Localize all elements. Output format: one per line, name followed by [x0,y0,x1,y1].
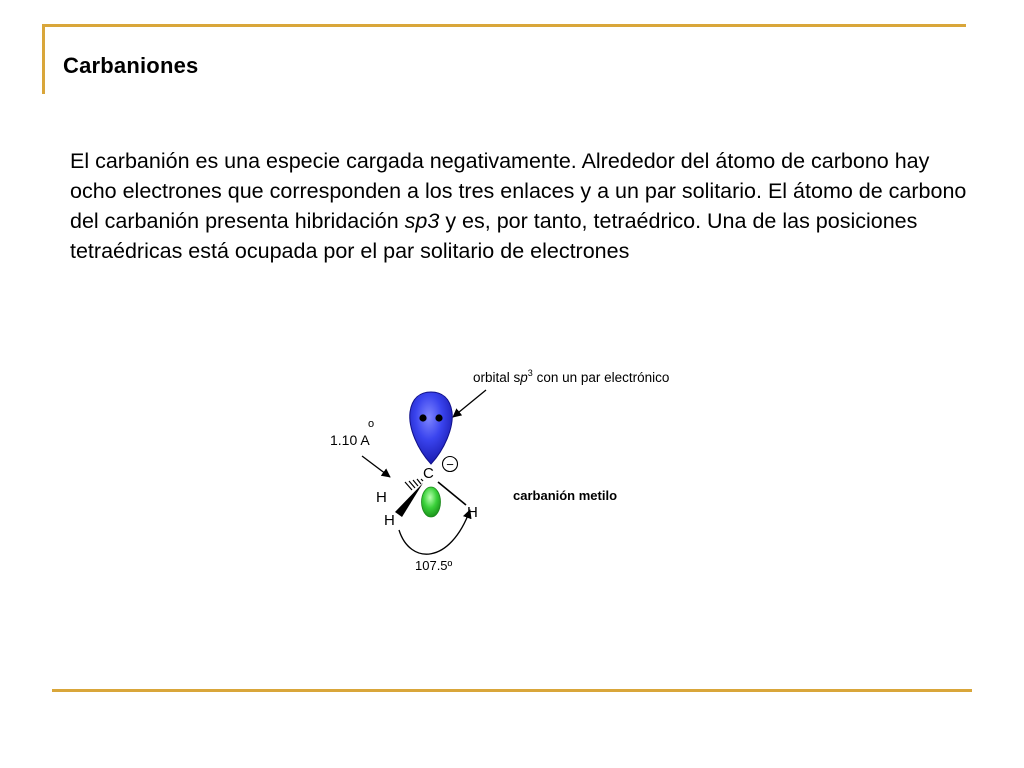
negative-charge-sign: − [446,457,454,472]
bond-length-label: 1.10 A [330,432,370,448]
body-paragraph [70,146,970,266]
methyl-carbanion-figure [320,360,740,580]
left-rule [42,24,45,94]
top-rule [42,24,966,27]
bottom-rule [52,689,972,692]
orbital-arrow [453,390,486,417]
lone-pair-electron-2 [435,414,442,421]
wedge-bond [395,483,423,517]
back-orbital-lobe [422,487,441,517]
bond-length-arrow [362,456,390,477]
molecule-name-label: carbanión metilo [513,488,618,503]
angstrom-ring: o [368,418,375,430]
slide-title: Carbaniones [63,53,199,78]
paragraph-text-start: El carbanión es una especie cargada negativamente. Alrededor del átomo de carbono hay ocho electrones que corresponden a los tres enlaces y a un par solitario. El átomo de carbono del carbanión presenta hibridación [70,149,967,233]
hydrogen-front: H [384,512,395,529]
carbon-atom: C [423,465,434,482]
bond-angle-label: 107.5º [415,558,453,573]
bond-angle-arc [399,510,470,554]
sp3-orbital-lobe [410,392,453,464]
plain-bond [438,482,466,505]
hashed-bond [405,479,423,490]
paragraph-text-end: y es, por tanto, tetraédrico. Una de las posiciones tetraédricas está ocupada por el par solitario de electrones [70,209,918,263]
lone-pair-electron-1 [419,414,426,421]
hydrogen-right: H [467,504,478,521]
carbanion-diagram [320,360,740,580]
hybridization-term: sp3 [404,209,440,233]
hydrogen-left: H [376,489,387,506]
orbital-label: orbital $sp^3$ con un par electrónico [473,368,670,385]
